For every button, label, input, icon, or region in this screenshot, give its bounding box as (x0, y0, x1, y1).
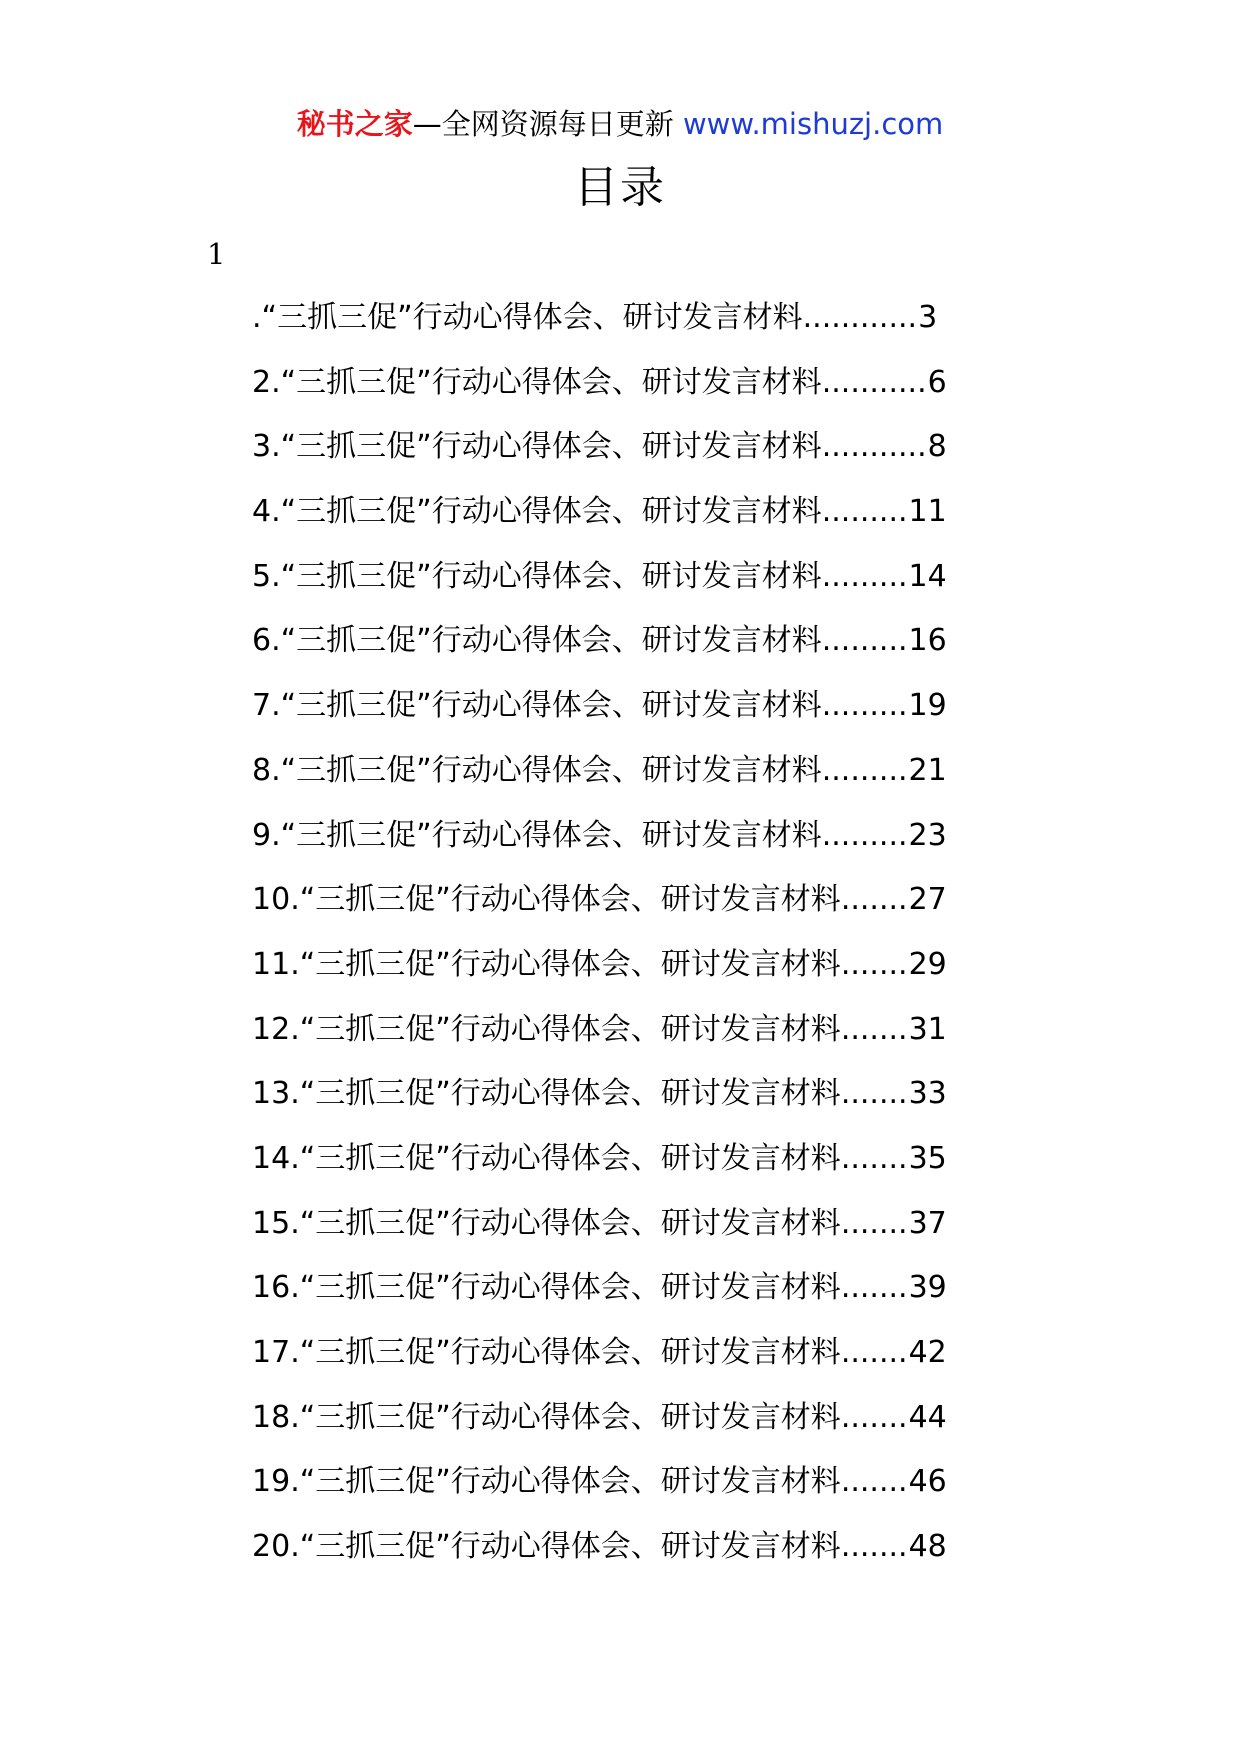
toc-entry-leader: ....... (840, 1270, 908, 1306)
toc-entry[interactable] (252, 425, 1052, 490)
toc-entry-leader: ....... (840, 946, 908, 982)
toc-entry-leader: ............ (802, 300, 918, 335)
toc-entry-leader: ....... (840, 1335, 908, 1370)
page-title: 目录 (574, 162, 666, 213)
toc-entry-page-number: 8 (927, 429, 947, 465)
toc-entry-leader: ....... (840, 1076, 908, 1112)
toc-entry-page-number: 19 (908, 688, 947, 724)
toc-entry[interactable] (252, 1266, 1052, 1331)
toc-entry[interactable] (252, 1460, 1052, 1525)
toc-entry[interactable] (252, 749, 1052, 814)
toc-entry[interactable] (252, 1525, 1052, 1590)
toc-entry-title: .“三抓三促”行动心得体会、研讨发言材料 (290, 1335, 841, 1370)
toc-entry-number: 15 (252, 1205, 291, 1241)
toc-entry-title: .“三抓三促”行动心得体会、研讨发言材料 (290, 1464, 841, 1500)
toc-entry-title: .“三抓三促”行动心得体会、研讨发言材料 (290, 1399, 841, 1435)
toc-entry-title: .“三抓三促”行动心得体会、研讨发言材料 (271, 623, 822, 659)
toc-entry-leader: ......... (821, 817, 908, 853)
toc-entry-page-number: 11 (908, 494, 947, 530)
toc-entry-page-number: 21 (908, 752, 947, 788)
toc-entry-page-number: 48 (908, 1529, 947, 1565)
toc-entry-leader: ....... (840, 1011, 908, 1047)
toc-entry-leader: ......... (821, 558, 908, 594)
toc-entry-page-number: 14 (908, 558, 947, 594)
table-of-contents (252, 296, 1052, 1590)
toc-entry-title: .“三抓三促”行动心得体会、研讨发言材料 (290, 1011, 841, 1047)
header-tagline: —全网资源每日更新 (412, 107, 674, 141)
site-header (0, 104, 1240, 144)
toc-entry-leader: ........... (821, 364, 927, 400)
toc-entry-title: .“三抓三促”行动心得体会、研讨发言材料 (290, 1270, 841, 1306)
toc-entry[interactable] (252, 1137, 1052, 1202)
toc-entry-leader: ......... (821, 494, 908, 530)
toc-entry-number: 8 (252, 752, 272, 788)
toc-entry[interactable] (252, 684, 1052, 749)
brand-name: 秘书之家 (296, 107, 413, 141)
toc-entry-page-number: 46 (908, 1464, 947, 1500)
toc-entry-number: 12 (252, 1011, 291, 1047)
toc-entry-leader: ......... (821, 688, 908, 724)
toc-entry-number: 16 (252, 1270, 291, 1306)
toc-entry-title: .“三抓三促”行动心得体会、研讨发言材料 (290, 882, 841, 918)
toc-entry-number: 6 (252, 623, 272, 659)
toc-entry-title: .“三抓三促”行动心得体会、研讨发言材料 (271, 494, 822, 530)
toc-entry[interactable] (252, 555, 1052, 620)
site-url-link[interactable]: www.mishuzj.com (682, 107, 944, 141)
toc-entry-title: .“三抓三促”行动心得体会、研讨发言材料 (290, 1140, 841, 1176)
toc-entry[interactable] (252, 1396, 1052, 1461)
toc-entry[interactable] (252, 878, 1052, 943)
toc-entry-page-number: 37 (908, 1205, 947, 1241)
toc-entry-number: 3 (252, 429, 272, 465)
toc-entry-page-number: 23 (908, 817, 947, 853)
toc-entry-leader: ....... (840, 1399, 908, 1435)
toc-entry-title: .“三抓三促”行动心得体会、研讨发言材料 (271, 817, 822, 853)
toc-entry-title: .“三抓三促”行动心得体会、研讨发言材料 (290, 946, 841, 982)
toc-entry[interactable] (252, 943, 1052, 1008)
toc-entry-page-number: 3 (918, 300, 938, 335)
toc-entry-leader: ....... (840, 1464, 908, 1500)
toc-entry-page-number: 31 (908, 1011, 947, 1047)
toc-entry[interactable] (252, 1202, 1052, 1267)
toc-entry-number: 4 (252, 494, 272, 530)
toc-entry-number: 13 (252, 1076, 291, 1112)
toc-entry-leader: ....... (840, 882, 908, 918)
toc-entry-number: 5 (252, 558, 272, 594)
toc-entry-title: .“三抓三促”行动心得体会、研讨发言材料 (252, 300, 803, 335)
toc-entry-title: .“三抓三促”行动心得体会、研讨发言材料 (271, 364, 822, 400)
toc-entry-page-number: 16 (908, 623, 947, 659)
toc-entry-leader: ......... (821, 623, 908, 659)
toc-entry-number: 7 (252, 688, 272, 724)
toc-entry-number: 11 (252, 946, 291, 982)
toc-entry-title: .“三抓三促”行动心得体会、研讨发言材料 (271, 688, 822, 724)
toc-entry-number: 20 (252, 1529, 291, 1565)
toc-entry-title: .“三抓三促”行动心得体会、研讨发言材料 (290, 1205, 841, 1241)
toc-entry-page-number: 6 (927, 364, 947, 400)
toc-entry[interactable] (252, 619, 1052, 684)
toc-entry-number: 18 (252, 1399, 291, 1435)
toc-entry-page-number: 27 (908, 882, 947, 918)
toc-entry-title: .“三抓三促”行动心得体会、研讨发言材料 (290, 1529, 841, 1565)
toc-entry[interactable] (252, 1331, 1052, 1396)
toc-entry-number: 14 (252, 1140, 291, 1176)
toc-entry[interactable] (252, 490, 1052, 555)
toc-entry-leader: ........... (821, 429, 927, 465)
toc-entry-number: 10 (252, 882, 291, 918)
stray-page-number: 1 (207, 237, 226, 271)
toc-entry-page-number: 44 (908, 1399, 947, 1435)
toc-entry-page-number: 33 (908, 1076, 947, 1112)
toc-entry-page-number: 39 (908, 1270, 947, 1306)
toc-entry-title: .“三抓三促”行动心得体会、研讨发言材料 (271, 429, 822, 465)
toc-entry-page-number: 42 (908, 1335, 947, 1370)
toc-entry-number: 17 (252, 1335, 291, 1370)
toc-entry-leader: ....... (840, 1205, 908, 1241)
toc-entry-leader: ....... (840, 1140, 908, 1176)
toc-entry[interactable] (252, 296, 1052, 361)
toc-entry-number: 19 (252, 1464, 291, 1500)
toc-entry-page-number: 35 (908, 1140, 947, 1176)
toc-entry[interactable] (252, 814, 1052, 879)
toc-entry-number: 9 (252, 817, 272, 853)
toc-entry-title: .“三抓三促”行动心得体会、研讨发言材料 (271, 752, 822, 788)
toc-entry[interactable] (252, 1072, 1052, 1137)
toc-entry-page-number: 29 (908, 946, 947, 982)
toc-entry[interactable] (252, 361, 1052, 426)
toc-entry-number: 2 (252, 364, 272, 400)
toc-entry[interactable] (252, 1008, 1052, 1073)
toc-entry-title: .“三抓三促”行动心得体会、研讨发言材料 (271, 558, 822, 594)
toc-entry-leader: ......... (821, 752, 908, 788)
toc-entry-leader: ....... (840, 1529, 908, 1565)
toc-entry-title: .“三抓三促”行动心得体会、研讨发言材料 (290, 1076, 841, 1112)
